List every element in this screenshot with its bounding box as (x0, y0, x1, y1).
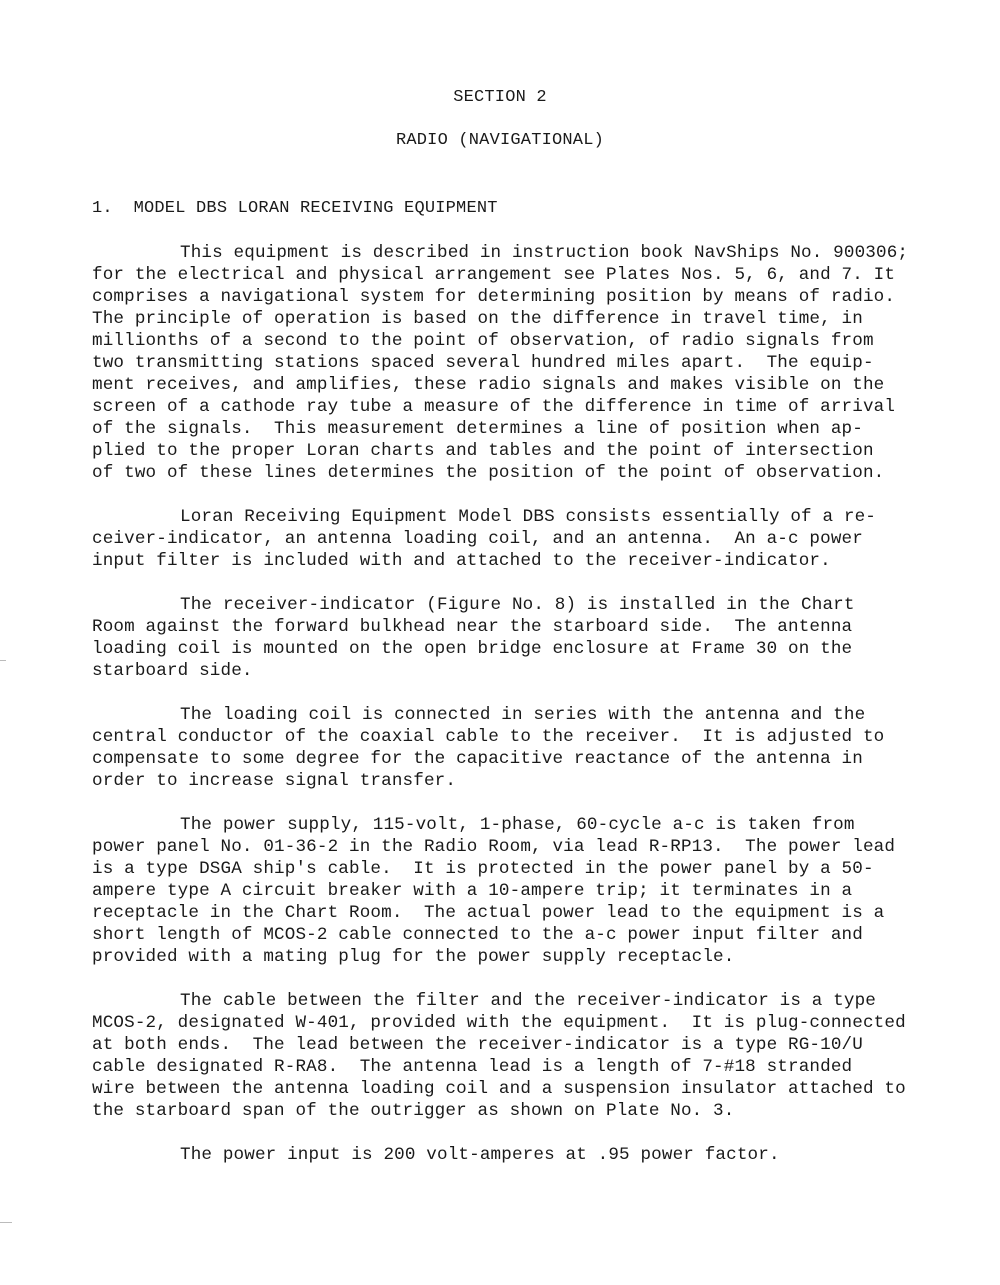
text-line: loading coil is mounted on the open bridge enclosure at Frame 30 on the (92, 639, 853, 659)
section-title: RADIO (NAVIGATIONAL) (395, 131, 605, 150)
text-line: Loran Receiving Equipment Model DBS consists essentially of a re- (180, 507, 877, 527)
text-line: wire between the antenna loading coil and a suspension insulator attached to (92, 1079, 906, 1099)
text-line: order to increase signal transfer. (92, 771, 457, 791)
text-line: comprises a navigational system for determining position by means of radio. (92, 287, 896, 307)
text-line: millionths of a second to the point of observation, of radio signals from (92, 331, 874, 351)
paragraph-cabling (92, 990, 952, 1122)
text-line: The power supply, 115-volt, 1-phase, 60-cycle a-c is taken from (180, 815, 855, 835)
paragraph-power-input (92, 1144, 952, 1166)
paragraph-description (92, 242, 952, 484)
section-number: SECTION 2 (453, 88, 547, 107)
text-line: power panel No. 01-36-2 in the Radio Room, via lead R-RP13. The power lead (92, 837, 896, 857)
text-line: for the electrical and physical arrangement see Plates Nos. 5, 6, and 7. It (92, 265, 896, 285)
paragraph-loading-coil (92, 704, 952, 792)
text-line: ceiver-indicator, an antenna loading coil, and an antenna. An a-c power (92, 529, 863, 549)
text-line: short length of MCOS-2 cable connected to the a-c power input filter and (92, 925, 863, 945)
subsection-heading: 1. MODEL DBS LORAN RECEIVING EQUIPMENT (92, 199, 498, 218)
text-line: starboard side. (92, 661, 253, 681)
paragraph-components (92, 506, 952, 572)
text-line: is a type DSGA ship's cable. It is protected in the power panel by a 50- (92, 859, 874, 879)
text-line: The principle of operation is based on the difference in travel time, in (92, 309, 863, 329)
text-line: The cable between the filter and the receiver-indicator is a type (180, 991, 877, 1011)
scan-mark (0, 1222, 12, 1223)
text-line: at both ends. The lead between the receiver-indicator is a type RG-10/U (92, 1035, 863, 1055)
text-line: screen of a cathode ray tube a measure of the difference in time of arrival (92, 397, 896, 417)
text-line: ampere type A circuit breaker with a 10-ampere trip; it terminates in a (92, 881, 853, 901)
text-line: two transmitting stations spaced several hundred miles apart. The equip- (92, 353, 874, 373)
text-line: central conductor of the coaxial cable to the receiver. It is adjusted to (92, 727, 885, 747)
scan-mark (0, 660, 6, 661)
text-line: Room against the forward bulkhead near the starboard side. The antenna (92, 617, 853, 637)
text-line: input filter is included with and attached to the receiver-indicator. (92, 551, 831, 571)
paragraph-power-supply (92, 814, 952, 968)
text-line: plied to the proper Loran charts and tables and the point of intersection (92, 441, 874, 461)
text-line: MCOS-2, designated W-401, provided with the equipment. It is plug-connected (92, 1013, 906, 1033)
text-line: ment receives, and amplifies, these radio signals and makes visible on the (92, 375, 885, 395)
text-line: the starboard span of the outrigger as shown on Plate No. 3. (92, 1101, 735, 1121)
text-line: The power input is 200 volt-amperes at .95 power factor. (180, 1145, 780, 1165)
text-line: of the signals. This measurement determines a line of position when ap- (92, 419, 863, 439)
text-line: receptacle in the Chart Room. The actual power lead to the equipment is a (92, 903, 885, 923)
paragraph-installation (92, 594, 952, 682)
text-line: The receiver-indicator (Figure No. 8) is installed in the Chart (180, 595, 855, 615)
text-line: This equipment is described in instruction book NavShips No. 900306; (180, 243, 909, 263)
text-line: of two of these lines determines the position of the point of observation. (92, 463, 885, 483)
text-line: The loading coil is connected in series with the antenna and the (180, 705, 866, 725)
text-line: cable designated R-RA8. The antenna lead is a length of 7-#18 stranded (92, 1057, 853, 1077)
text-line: compensate to some degree for the capacitive reactance of the antenna in (92, 749, 863, 769)
text-line: provided with a mating plug for the power supply receptacle. (92, 947, 735, 967)
